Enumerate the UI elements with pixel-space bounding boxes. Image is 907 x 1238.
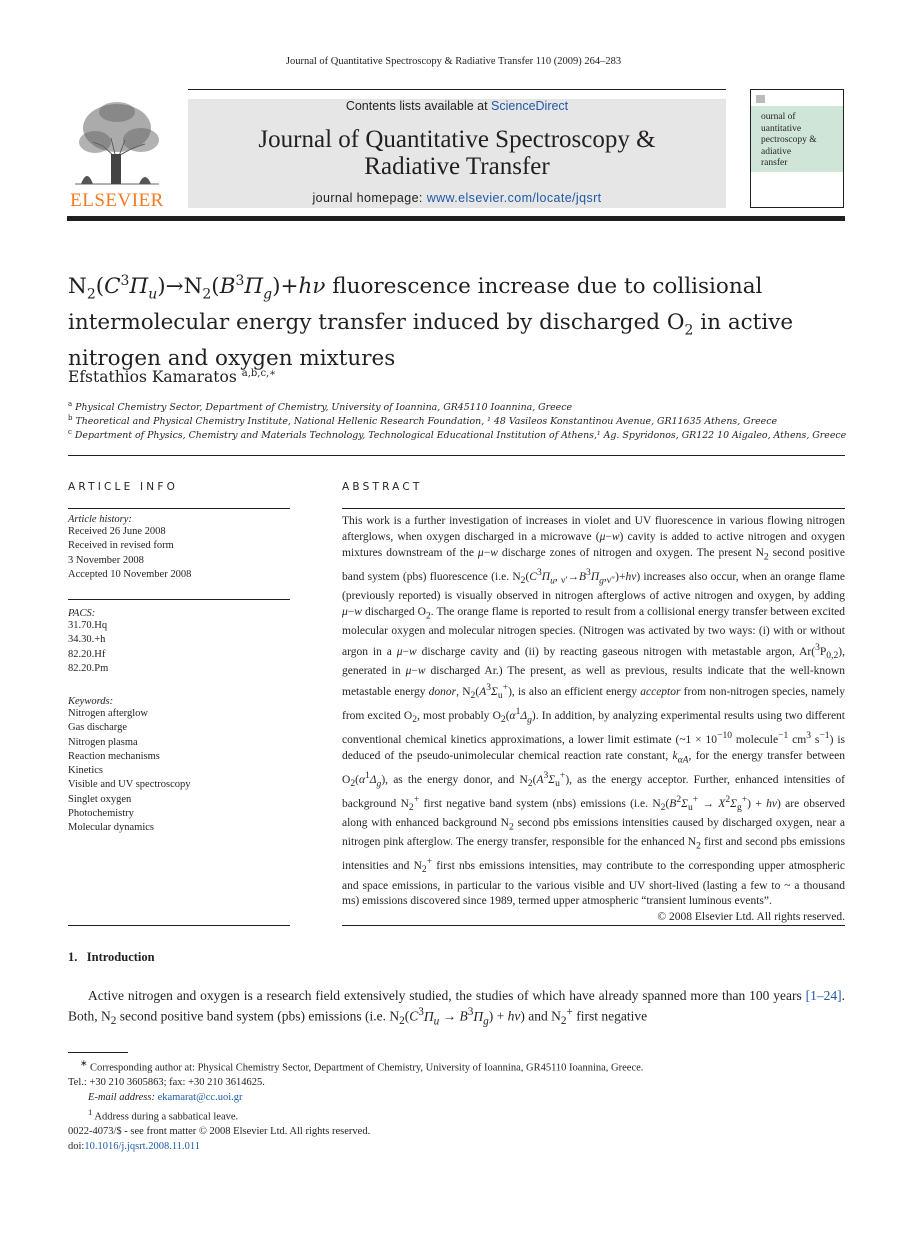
footnotes: ∗ Corresponding author at: Physical Chemistry Sector, Department of Chemistry, University of Ioannina, GR45110 Ioannina, Greece. Tel.: +30 210 3605863; fax: +30 210 3614625. E-mail address: ekamarat@cc.uoi.gr $^1$ Address during a sabbatical leave. <box>68 1056 845 1125</box>
title-line3: nitrogen and oxygen mixtures <box>68 345 396 371</box>
homepage-link[interactable]: www.elsevier.com/locate/jqsrt <box>426 191 602 205</box>
article-history: Article history: Received 26 June 2008 Received in revised form 3 November 2008 Accepted 10 November 2008 <box>68 514 192 580</box>
abstract-heading: ABSTRACT <box>342 481 423 493</box>
title-line2: intermolecular energy transfer induced by discharged O <box>68 309 685 335</box>
section-heading: 1. Introduction <box>68 950 155 964</box>
issn-line: 0022-4073/$ - see front matter © 2008 Elsevier Ltd. All rights reserved. <box>68 1126 371 1137</box>
cover-logo-icon <box>756 95 765 103</box>
homepage-line <box>188 191 726 205</box>
intro-paragraph: Active nitrogen and oxygen is a research field extensively studied, the studies of which have already spanned more than 100 years [1–24]. Both, $N_2$ second positive band system (pbs) emissions (i.e. $N_2(C^3\Pi_u \to B^3\Pi_g) + h\nu$) and $N_2^+$ first negative <box>68 988 845 1028</box>
corresponding-note: Corresponding author at: Physical Chemistry Sector, Department of Chemistry, University of Ioannina, GR45110 Ioannina, Greece. <box>89 1062 644 1074</box>
info-rule-1 <box>68 508 290 509</box>
running-head: Journal of Quantitative Spectroscopy & Radiative Transfer 110 (2009) 264–283 <box>285 56 622 67</box>
author-name: Efstathios Kamaratos $^{a,b,c,∗}$ <box>68 368 277 387</box>
sciencedirect-link[interactable]: ScienceDirect <box>491 99 569 113</box>
abstract-rule-top <box>342 508 845 509</box>
footnote-1: Address during a sabbatical leave. <box>94 1111 239 1123</box>
masthead-rule <box>67 216 845 221</box>
title-line1-tail: fluorescence increase due to collisional <box>325 274 763 300</box>
pacs-list: PACS: 31.70.Hq 34.30.+h 82.20.Hf 82.20.Pm <box>68 608 109 674</box>
contents-line <box>188 99 726 113</box>
cover-title: ournal of uantitative pectroscopy & adiative ransfer <box>761 112 817 168</box>
email-link[interactable]: ekamarat@cc.uoi.gr <box>157 1091 243 1103</box>
abstract-body: This work is a further investigation of increases in violet and UV fluorescence in various flowing nitrogen afterglows, when oxygen discharged in a microwave (μ−w) cavity is added to active nitrogen and oxygen mixtures downstream of the μ−w discharge zones of nitrogen and oxygen. The present $N_2$ second positive band system (pbs) fluorescence (i.e. $N_2(C^3\Pi_u$, $_{\nu'}\to B^3\Pi_g,_{\nu''})+h\nu$) increases also occur, when an orange flame (previously reported) is visually observed in nitrogen afterglows of active nitrogen and oxygen, by adding μ−w discharged $O_2$. The orange flame is reported to result from a collisional energy transfer between excited molecular oxygen and molecular nitrogen species. (Nitrogen was activated by two ways: (i) with or without argon in a μ−w discharge cavity and (ii) by reacting gaseous nitrogen with metastable argon, $Ar(^3P_{0,2})$, generated in μ−w discharged Ar.) The present, as well as previous, results indicate that the well-known metastable energy donor, $N_2(A^3\Sigma_u^+)$, is also an efficient energy acceptor from non-nitrogen species, namely from excited $O_2$, most probably $O_2(\alpha^1\Delta_g)$. In addition, by analyzing experimental results using two different conventional chemical kinetics approximations, a lower limit estimate (~1 × $10^{-10}$ molecule$^{-1}$ $cm^3$ $s^{-1}$) is deduced of the pseudo-unimolecular chemical reaction rate constant, $k_{\alpha A}$, for the energy transfer between $O_2(\alpha^1\Delta_g)$, as the energy donor, and $N_2(A^3\Sigma_u^+)$, as the energy acceptor. Further, enhanced intensities of background $N_2^+$ first negative band system (nbs) emissions (i.e. $N_2(B^2\Sigma_u^+ \to X^2\Sigma_g^+) + h\nu$) are observed along with enhanced background $N_2$ second pbs emissions intensities caused by discharged oxygen, near a nitrogen pink afterglow. The energy transfer, responsible for the enhanced $N_2$ first and second pbs emissions intensities and $N_2^+$ first nbs emissions intensities, may contribute to the corresponding upper atmospheric and space emissions, in particular to the various visible and UV short-lived (lasting a few to ~ a thousand ms) emissions discovered since 1989, termed upper atmospheric “transient luminous events”. © 2008 Elsevier Ltd. All rights reserved. <box>342 514 845 926</box>
info-rule-2 <box>68 599 290 600</box>
header-rule <box>188 89 726 90</box>
author-marks: a,b,c,∗ <box>241 368 277 379</box>
homepage-prefix: journal homepage: <box>312 191 427 205</box>
affiliation-c: $^c$ Department of Physics, Chemistry and Materials Technology, Technological Educational Institution of Athens,¹ Ag. Spyridonos, GR122 10 Aigaleo, Athens, Greece <box>68 428 847 442</box>
article-title: $N_2(C^3\Pi_u)\to N_2(B^3\Pi_g)+h\nu$ fluorescence increase due to collisional intermolecular energy transfer induced by discharged $O_2$ in active nitrogen and oxygen mixtures <box>68 267 848 373</box>
info-rule-3 <box>68 925 290 926</box>
contents-prefix: Contents lists available at <box>345 99 492 113</box>
affiliation-rule <box>68 455 845 456</box>
title-line2-tail: in active <box>693 309 794 335</box>
tel-fax: Tel.: +30 210 3605863; fax: +30 210 3614625. <box>68 1077 265 1088</box>
front-matter: 0022-4073/$ - see front matter © 2008 Elsevier Ltd. All rights reserved. doi:10.1016/j.jqsrt.2008.11.011 <box>68 1126 371 1152</box>
abstract-copyright: © 2008 Elsevier Ltd. All rights reserved. <box>657 911 845 924</box>
journal-title-line2: Radiative Transfer <box>364 153 550 180</box>
abstract-rule-bottom <box>342 925 845 926</box>
journal-cover-thumbnail <box>750 89 844 208</box>
keywords-list: Keywords: Nitrogen afterglow Gas discharge Nitrogen plasma Reaction mechanisms Kinetics Visible and UV spectroscopy Singlet oxygen Photochemistry Molecular dynamics <box>68 696 191 834</box>
journal-title-line1: Journal of Quantitative Spectroscopy & <box>258 126 656 153</box>
citation-link[interactable]: [1–24] <box>805 988 842 1003</box>
affiliation-a: $^a$ Physical Chemistry Sector, Department of Chemistry, University of Ioannina, GR45110 Ioannina, Greece <box>68 400 573 414</box>
affiliation-b: $^b$ Theoretical and Physical Chemistry Institute, National Hellenic Research Foundation, ¹ 48 Vasileos Konstantinou Avenue, GR11635 Athens, Greece <box>68 414 778 428</box>
journal-title <box>188 126 726 180</box>
elsevier-wordmark: ELSEVIER <box>70 190 164 211</box>
article-info-heading: ARTICLE INFO <box>68 481 179 493</box>
footnote-rule <box>68 1052 128 1053</box>
doi-link[interactable]: 10.1016/j.jqsrt.2008.11.011 <box>84 1140 200 1152</box>
